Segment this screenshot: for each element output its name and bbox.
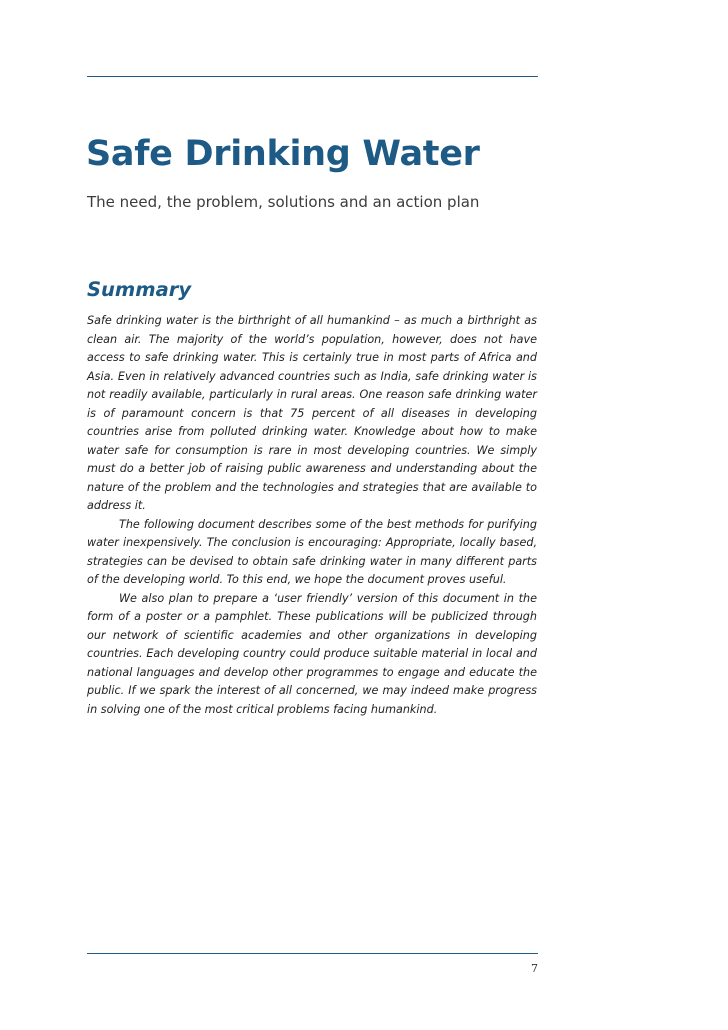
summary-paragraph-3: We also plan to prepare a ‘user friendly’ version of this document in the form of a poster or a pamphlet. These publications will be publicized through our network of scientific academies and other organizations in developing countries. Each developing country could produce suitable material in local and national languages and develop other programmes to engage and educate the public. If we spark the interest of all concerned, we may indeed make progress in solving one of the most critical problems facing humankind. [87, 591, 537, 716]
summary-body [87, 312, 537, 719]
summary-heading: Summary [87, 278, 192, 301]
document-subtitle: The need, the problem, solutions and an action plan [87, 193, 480, 211]
summary-paragraph-2: The following document describes some of the best methods for purifying water inexpensively. The conclusion is encouraging: Appropriate, locally based, strategies can be devised to obtain safe drinking water in many different parts of the developing world. To this end, we hope the document proves useful. [87, 517, 537, 586]
bottom-rule [87, 953, 538, 954]
document-title: Safe Drinking Water [86, 134, 480, 174]
summary-paragraph-1: Safe drinking water is the birthright of all humankind – as much a birthright as clean air. The majority of the world’s population, however, does not have access to safe drinking water. This is certainly true in most parts of Africa and Asia. Even in relatively advanced countries such as India, safe drinking water is not readily available, particularly in rural areas. One reason safe drinking water is of paramount concern is that 75 percent of all diseases in developing countries arise from polluted drinking water. Knowledge about how to make water safe for consumption is rare in most developing countries. We simply must do a better job of raising public awareness and understanding about the nature of the problem and the technologies and strategies that are available to address it. [87, 314, 537, 512]
page-number: 7 [531, 962, 538, 975]
top-rule [87, 76, 538, 77]
